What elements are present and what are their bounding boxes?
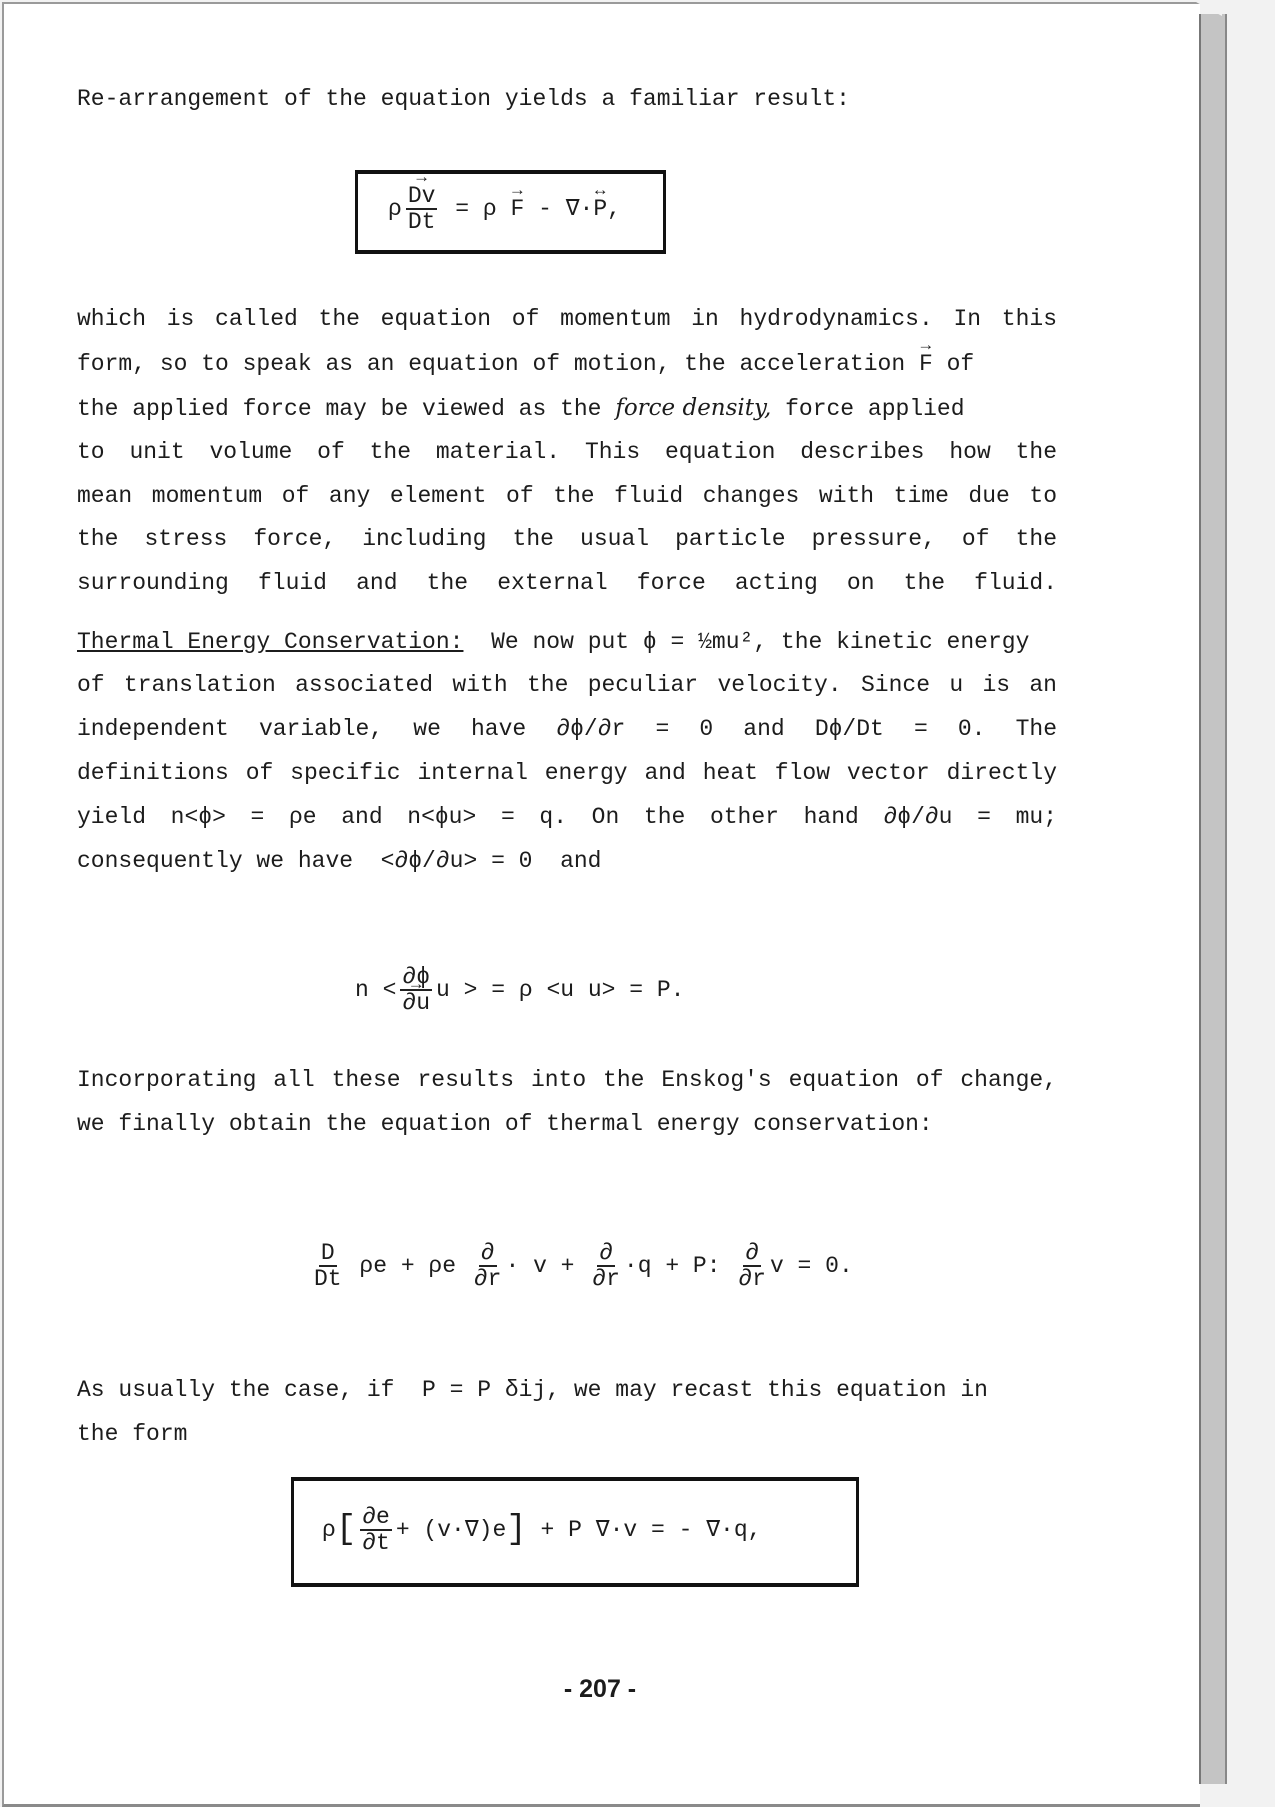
text-line: independent variable, we have ∂ϕ/∂r = 0 and Dϕ/Dt = 0. The bbox=[77, 716, 1057, 742]
text-line: Thermal Energy Conservation: We now put ϕ = ½mu², the kinetic energy bbox=[77, 629, 1030, 655]
energy-equation-box bbox=[291, 1477, 859, 1587]
text-line: form, so to speak as an equation of motion, the acceleration → F of bbox=[77, 350, 974, 378]
stress-equation: n < ∂ϕ → ∂u u > = ρ <u u> = P. bbox=[355, 965, 684, 1015]
text-line: surrounding fluid and the external force acting on the fluid. bbox=[77, 570, 1057, 596]
text-line: to unit volume of the material. This equation describes how the bbox=[77, 439, 1057, 465]
momentum-equation: ρ → $\frac{Dv}{Dt}$ = ρ → F - ∇·↔ P, bbox=[388, 184, 621, 234]
text-line: definitions of specific internal energy and heat flow vector directly bbox=[77, 760, 1057, 786]
text-line: mean momentum of any element of the fluid changes with time due to bbox=[77, 483, 1057, 509]
text-line: of translation associated with the peculiar velocity. Since u is an bbox=[77, 672, 1057, 698]
energy-equation: ρ[ $\frac{\partial e}{\partial t}$ + (v·∇)e] + P ∇·v = - ∇·q, bbox=[322, 1504, 762, 1556]
intro-text: Re-arrangement of the equation yields a familiar result: bbox=[77, 86, 850, 112]
text-line: Incorporating all these results into the Enskog's equation of change, bbox=[77, 1067, 1057, 1093]
text-line: yield n<ϕ> = ρe and n<ϕu> = q. On the other hand ∂ϕ/∂u = mu; bbox=[77, 804, 1057, 830]
section-heading: Thermal Energy Conservation: bbox=[77, 629, 464, 655]
page-corner bbox=[1196, 2, 1222, 16]
text-line: the form bbox=[77, 1421, 188, 1447]
text-line: consequently we have <∂ϕ/∂u> = 0 and bbox=[77, 848, 602, 874]
text-line: which is called the equation of momentum in hydrodynamics. In this bbox=[77, 306, 1057, 332]
momentum-equation-box bbox=[355, 170, 666, 254]
thermal-energy-equation: $\frac{D}{Dt}$ ρe + ρe $\frac{\partial}{\partial r}$ · v + $\frac{\partial}{\partial r}$ ·q + P: $\frac{\partial}{\partial r}$ v = 0. bbox=[314, 1240, 853, 1292]
text-line: As usually the case, if P = P δij, we may recast this equation in bbox=[77, 1377, 988, 1403]
text-line: the applied force may be viewed as the force density, force applied bbox=[77, 395, 965, 422]
page-edge bbox=[1199, 14, 1227, 1784]
page-number: - 207 - bbox=[563, 1675, 637, 1703]
text-line: the stress force, including the usual particle pressure, of the bbox=[77, 526, 1057, 552]
text-line: we finally obtain the equation of thermal energy conservation: bbox=[77, 1111, 933, 1137]
